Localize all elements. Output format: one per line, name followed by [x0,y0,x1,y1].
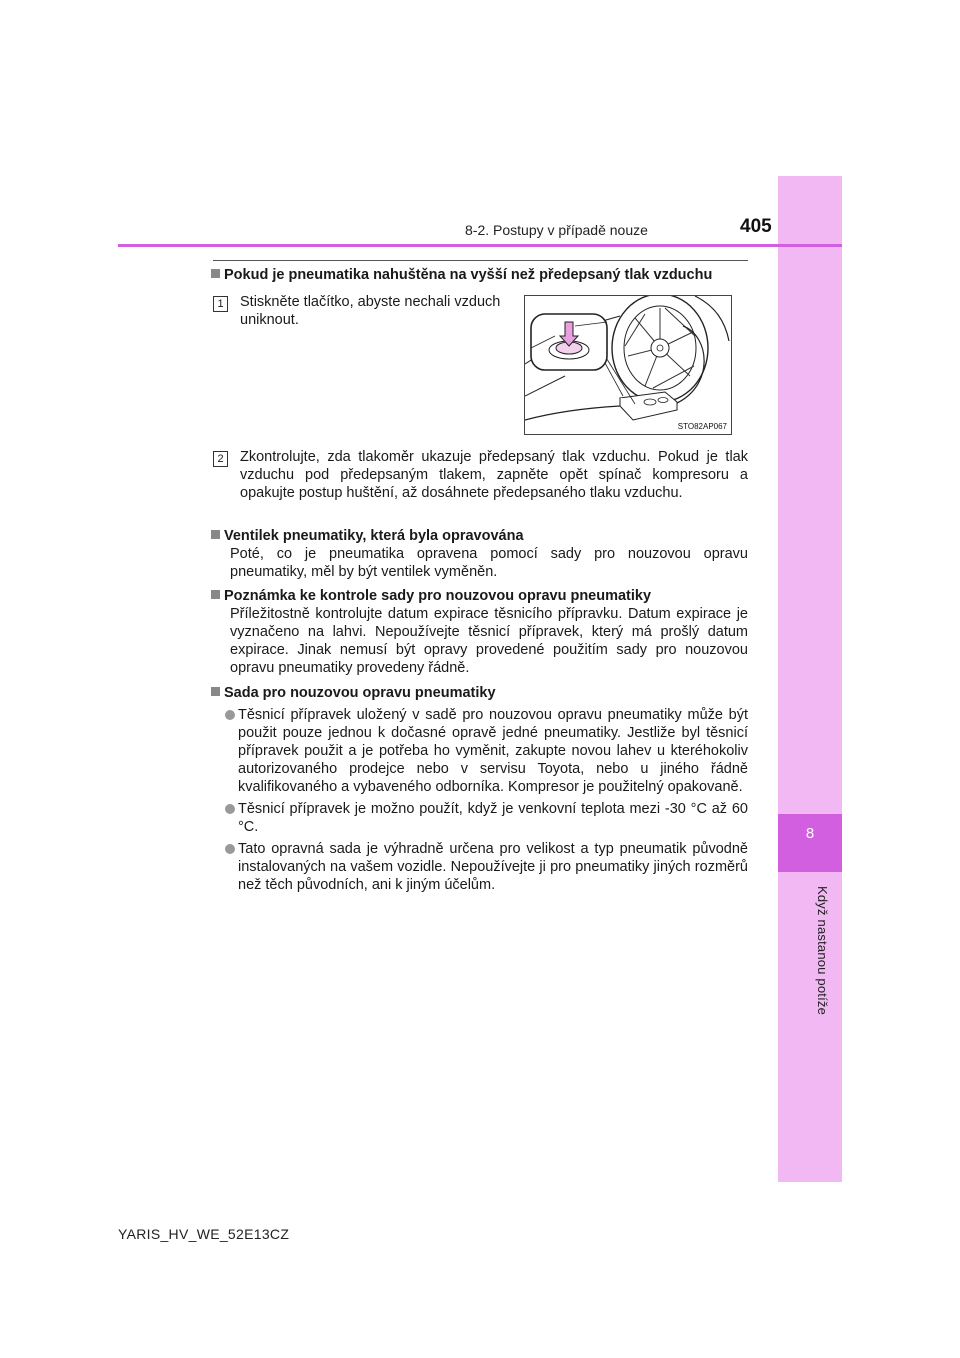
footer-model-code: YARIS_HV_WE_52E13CZ [118,1226,290,1242]
section-heading-repair-kit: Sada pro nouzovou opravu pneumatiky [211,684,748,702]
header-rule [118,244,842,247]
step-number-2: 2 [213,451,228,467]
step-number-1: 1 [213,296,228,312]
tire-compressor-drawing [525,296,731,434]
list-item: Těsnicí přípravek je možno použít, když je venkovní teplota mezi -30 °C až 60 °C. [211,800,748,836]
header-section-title: 8-2. Postupy v případě nouze [465,222,648,238]
compressor-illustration [524,295,732,435]
list-item: Tato opravná sada je výhradně určena pro velikost a typ pneumatik původně instalovaných na vašem vozidle. Nepoužívejte ji pro pneumatiky jiných rozměrů než těch původních, ani k jiným účelům. [211,840,748,894]
section-text-valve: Poté, co je pneumatika opravena pomocí sady pro nouzovou opravu pneumatiky, měl by být ventilek vyměněn. [230,546,748,580]
page-number: 405 [740,216,772,237]
section-kit-check [211,587,748,677]
content-top-rule [213,260,748,261]
section-repair-kit [211,684,748,894]
step-text-2: Zkontrolujte, zda tlakoměr ukazuje předepsaný tlak vzduchu. Pokud je tlak vzduchu pod předepsaným tlakem, zapněte opět spínač kompresoru a opakujte postup huštění, až dosáhnete předepsaného tlaku vzduchu. [240,449,748,501]
square-bullet-icon [211,269,220,278]
round-bullet-icon [225,804,235,814]
chapter-number-box [778,814,842,872]
section-valve [211,527,748,581]
section-heading-overpressure: Pokud je pneumatika nahuštěna na vyšší než předepsaný tlak vzduchu [211,266,751,284]
chapter-title: Když nastanou potíže [815,886,830,1016]
section-heading-valve: Ventilek pneumatiky, která byla opravována [211,527,748,545]
square-bullet-icon [211,687,220,696]
square-bullet-icon [211,590,220,599]
section-text-kit-check: Příležitostně kontrolujte datum expirace těsnicího přípravku. Datum expirace je vyznačeno na lahvi. Nepoužívejte těsnicí přípravek, který má prošlý datum expirace. Jinak nemusí být opravy provedené použitím sady pro nouzovou opravu pneumatiky provedeny řádně. [230,606,748,676]
square-bullet-icon [211,530,220,539]
round-bullet-icon [225,844,235,854]
step-text-1: Stiskněte tlačítko, abyste nechali vzduch uniknout. [240,294,501,328]
list-item: Těsnicí přípravek uložený v sadě pro nouzovou opravu pneumatiky může být použit pouze jednou k dočasné opravě jedné pneumatiky. Jestliže byl těsnicí přípravek použit a je potřeba ho vyměnit, zakupte novou lahev u kteréhokoliv autorizovaného prodejce nebo v servisu Toyota, nebo u jiného řádně kvalifikovaného a vybaveného odborníka. Kompresor je použitelný opakovaně. [211,706,748,796]
round-bullet-icon [225,710,235,720]
chapter-number: 8 [805,825,815,842]
figure-code: STO82AP067 [677,422,727,431]
section-heading-kit-check: Poznámka ke kontrole sady pro nouzovou opravu pneumatiky [211,587,748,605]
